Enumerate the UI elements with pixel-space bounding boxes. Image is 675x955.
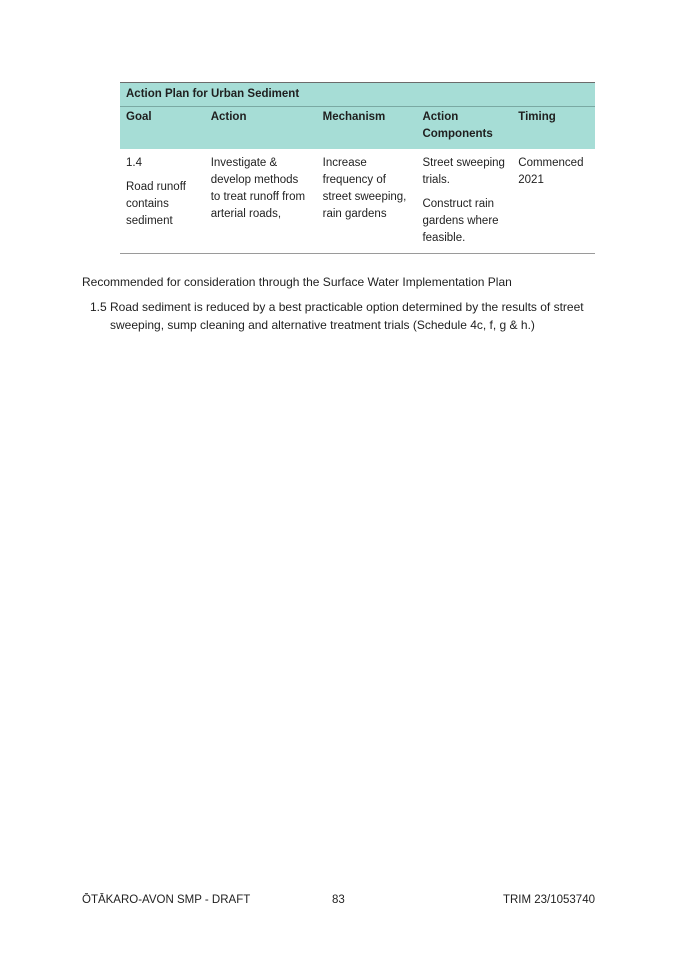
cell-action-components bbox=[416, 149, 512, 254]
item-text: Road sediment is reduced by a best practicable option determined by the results of street sweeping, sump cleaning and alternative treatment trials (Schedule 4c, f, g & h.) bbox=[110, 300, 584, 332]
timing-text: Commenced 2021 bbox=[518, 157, 584, 186]
footer-trim-reference: TRIM 23/1053740 bbox=[502, 894, 595, 906]
table-title-row bbox=[120, 83, 595, 107]
mechanism-text: Increase frequency of street sweeping, rain gardens bbox=[322, 157, 407, 220]
cell-timing bbox=[512, 149, 595, 254]
header-goal: Goal bbox=[120, 107, 205, 150]
component-2: Construct rain gardens where feasible. bbox=[422, 198, 499, 244]
numbered-item bbox=[90, 298, 590, 334]
component-1: Street sweeping trials. bbox=[422, 157, 505, 186]
recommendation-text: Recommended for consideration through the Surface Water Implementation Plan bbox=[82, 275, 512, 289]
goal-number: 1.4 bbox=[126, 157, 142, 169]
header-timing: Timing bbox=[512, 107, 595, 150]
table-title: Action Plan for Urban Sediment bbox=[120, 83, 595, 107]
goal-text: Road runoff contains sediment bbox=[126, 181, 186, 227]
cell-action bbox=[205, 149, 317, 254]
cell-mechanism bbox=[317, 149, 417, 254]
action-text: Investigate & develop methods to treat runoff from arterial roads, bbox=[210, 157, 306, 220]
header-mechanism: Mechanism bbox=[317, 107, 417, 150]
header-action-components: Action Components bbox=[416, 107, 512, 150]
table-row bbox=[120, 149, 595, 254]
cell-goal bbox=[120, 149, 205, 254]
action-plan-table bbox=[120, 82, 595, 254]
header-action: Action bbox=[205, 107, 317, 150]
item-number: 1.5 bbox=[90, 300, 107, 314]
footer-page-number: 83 bbox=[332, 894, 345, 906]
table-header-row bbox=[120, 107, 595, 150]
footer-document-title: ŌTĀKARO-AVON SMP - DRAFT bbox=[82, 894, 251, 906]
